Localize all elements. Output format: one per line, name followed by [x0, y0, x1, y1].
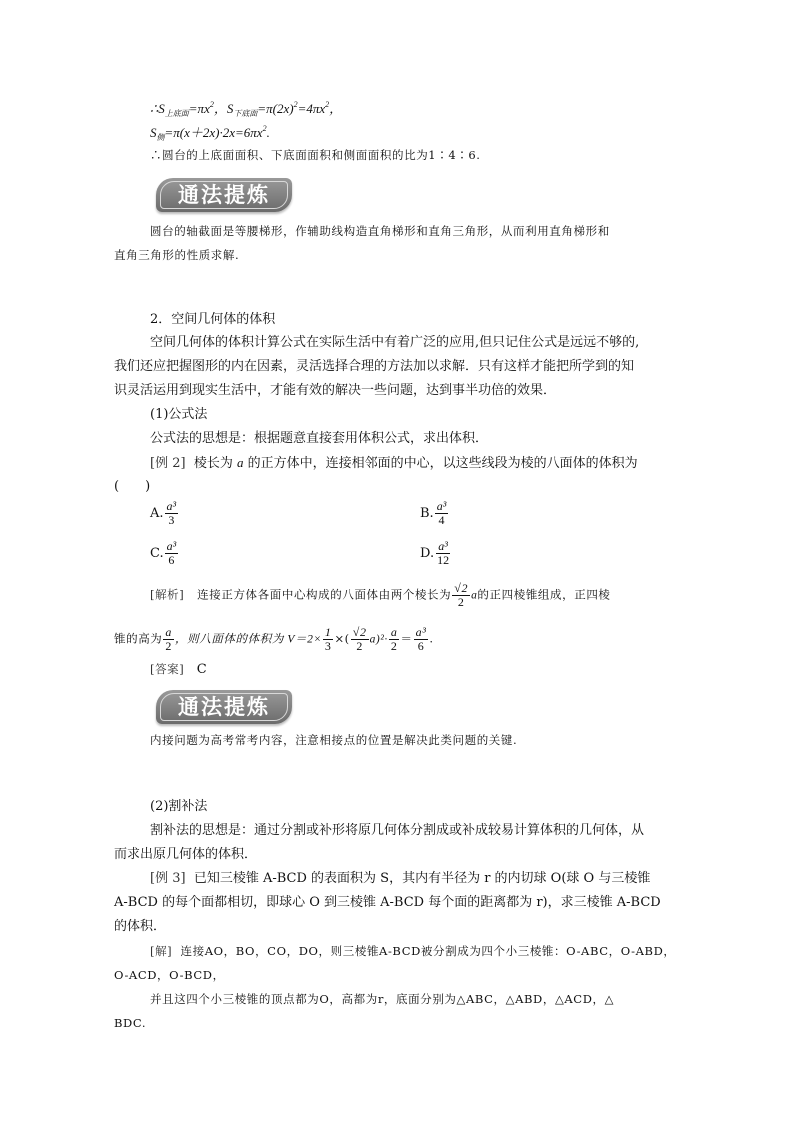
example-2-question-line-1: [例 2] 棱长为 a 的正方体中，连接相邻面的中心，以这些线段为棱的八面体的体积为 — [150, 455, 638, 471]
section-2-para-line-2: 我们还应把握图形的内在因素，灵活选择合理的方法加以求解．只有这样才能把所学到的知 — [114, 359, 635, 374]
answer-line: [答案] C — [150, 662, 207, 677]
section-heading-volume: 2．空间几何体的体积 — [150, 312, 276, 327]
summary-2: 内接问题为高考常考内容，注意相接点的位置是解决此类问题的关键. — [150, 733, 518, 747]
option-b: B. $\frac{\text{a³}}{4}$ — [420, 499, 447, 527]
formula-line-2: $S_侧=\pi(x+2x)\cdot 2x=6\pi x^2$. — [150, 124, 270, 142]
solution-line-3: 并且这四个小三棱锥的顶点都为O，高都为r，底面分别为△ABC，△ABD，△ACD，△ — [150, 992, 615, 1006]
formula-line-1: $\therefore S_{上底面}=\pi x^2$，$S_{下底面}=\pi(2x)^2=4\pi x^2$， — [150, 100, 343, 118]
option-d: D. $\frac{\text{a³}}{12}$ — [420, 539, 450, 567]
example-3-line-2: A-BCD 的每个面都相切，即球心 O 到三棱锥 A-BCD 每个面的距离都为 r)，求三棱锥 A-BCD — [114, 895, 661, 910]
solution-line-1: [解] 连接AO，BO，CO，DO，则三棱锥A-BCD被分割成为四个小三棱锥：O-ABC，O-ABD， — [150, 944, 676, 958]
analysis-line-2: 锥的高为 $\frac{a}{2}$ ，则八面体的体积为 V＝2× $\frac{1}{3}$ ×( $\frac{√2}{2}$ a)²· $\frac{a}{2}$ ＝ $\frac{\text{a³}}{6}$ . — [114, 625, 434, 653]
solution-line-2: O-ACD，O-BCD， — [114, 968, 225, 982]
section-2-para-line-3: 识灵活运用到现实生活中，才能有效的解决一些问题，达到事半功倍的效果． — [114, 383, 557, 398]
method-summary-badge-2: 通法提炼 — [156, 690, 292, 724]
subheading-cut-fill-method: (2)割补法 — [150, 799, 208, 814]
example-3-line-1: [例 3] 已知三棱锥 A-BCD 的表面积为 S，其内有半径为 r 的内切球 O(球 O 与三棱锥 — [150, 871, 651, 886]
option-a: A. $\frac{\text{a³}}{3}$ — [150, 499, 177, 527]
summary-1-line-1: 圆台的轴截面是等腰梯形，作辅助线构造直角梯形和直角三角形，从而利用直角梯形和 — [150, 224, 610, 238]
section-2-para-line-1: 空间几何体的体积计算公式在实际生活中有着广泛的应用,但只记住公式是远远不够的, — [150, 335, 640, 350]
formula-method-description: 公式法的思想是：根据题意直接套用体积公式，求出体积． — [150, 431, 489, 446]
solution-line-4: BDC. — [114, 1016, 147, 1030]
ratio-conclusion: ∴圆台的上底面面积、下底面面积和侧面面积的比为1∶4∶6. — [150, 148, 481, 162]
example-2-question-line-2: ( ) — [114, 479, 151, 494]
example-3-line-3: 的体积． — [114, 919, 167, 934]
cut-fill-desc-line-1: 割补法的思想是：通过分割或补形将原几何体分割成或补成较易计算体积的几何体，从 — [150, 823, 645, 838]
option-c: C. $\frac{\text{a³}}{6}$ — [150, 539, 177, 567]
summary-1-line-2: 直角三角形的性质求解. — [114, 248, 240, 262]
analysis-line-1: [解析] 连接正方体各面中心构成的八面体由两个棱长为 $\frac{√2}{2}$ a的正四棱锥组成，正四棱 — [150, 581, 611, 609]
cut-fill-desc-line-2: 而求出原几何体的体积． — [114, 847, 258, 862]
method-summary-badge: 通法提炼 — [156, 178, 292, 212]
subheading-formula-method: (1)公式法 — [150, 407, 208, 422]
